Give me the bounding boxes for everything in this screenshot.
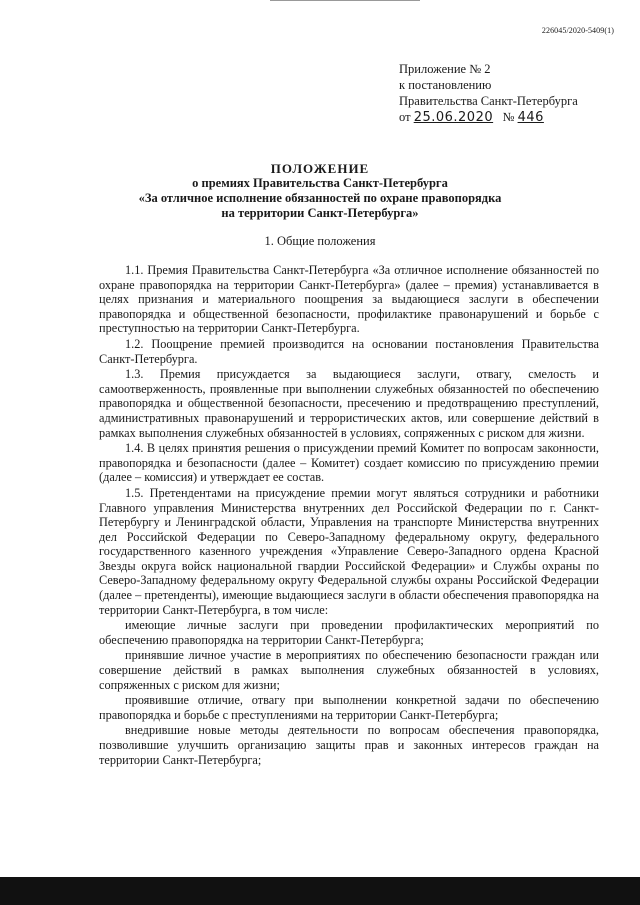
title-line-3: «За отличное исполнение обязанностей по охране правопорядка [138, 191, 502, 205]
date-prefix: от [399, 110, 411, 124]
title-line-2: о премиях Правительства Санкт-Петербурга [192, 176, 448, 190]
document-code: 226045/2020-5409(1) [541, 26, 614, 35]
decree-date: 25.06.2020 [413, 110, 494, 125]
title-main: ПОЛОЖЕНИЕ [270, 161, 370, 176]
appendix-line-3: Правительства Санкт-Петербурга [399, 94, 578, 108]
appendix-date-line [399, 109, 578, 126]
document-title [0, 161, 640, 221]
paragraph: 1.2. Поощрение премией производится на основании постановления Правительства Санкт-Петербурга. [99, 336, 599, 366]
paragraph: внедрившие новые методы деятельности по вопросам обеспечения правопорядка, позволившие улучшить организацию защиты прав и законных интересов граждан на территории Санкт-Петербурга; [99, 723, 599, 767]
appendix-line-1: Приложение № 2 [399, 62, 491, 76]
decree-number: 446 [517, 110, 544, 125]
paragraph: принявшие личное участие в мероприятиях по обеспечению безопасности граждан или совершение действий в рамках выполнения служебных обязанностей в условиях, сопряженных с риском для жизни; [99, 648, 599, 692]
paragraph: проявившие отличие, отвагу при выполнении конкретной задачи по обеспечению правопорядка и борьбе с преступлениями на территории Санкт-Петербурга; [99, 693, 599, 722]
paragraph: 1.1. Премия Правительства Санкт-Петербурга «За отличное исполнение обязанностей по охране правопорядка на территории Санкт-Петербурга» (далее – премия) устанавливается в целях признания и материального поощрения за выдающиеся заслуги в обеспечении правопорядка и общественной безопасности, профилактике правонарушений и борьбе с преступностью на территории Санкт-Петербурга. [99, 263, 599, 336]
section-heading: 1. Общие положения [264, 234, 376, 248]
paragraph: 1.4. В целях принятия решения о присуждении премий Комитет по вопросам законности, правопорядка и безопасности (далее – Комитет) создает комиссию по присуждению премии (далее – комиссия) и утверждает ее состав. [99, 441, 599, 485]
scan-top-rule [270, 0, 420, 1]
body-text [99, 263, 599, 768]
scan-bottom-border [0, 877, 640, 905]
number-prefix: № [502, 110, 515, 124]
paragraph: имеющие личные заслуги при проведении профилактических мероприятий по обеспечению правопорядка на территории Санкт-Петербурга; [99, 618, 599, 647]
title-line-4: на территории Санкт-Петербурга» [221, 206, 419, 220]
appendix-block [399, 61, 578, 126]
appendix-line-2: к постановлению [399, 78, 492, 92]
paragraph: 1.5. Претендентами на присуждение премии могут являться сотрудники и работники Главного управления Министерства внутренних дел Российской Федерации по г. Санкт-Петербургу и Ленинградской области, Управления на транспорте Министерства внутренних дел Российской Федерации по Северо-Западному федеральному округу, федерального государственного казенного учреждения «Управление Северо-Западного ордена Красной Звезды округа войск национальной гвардии Российской Федерации» и Службы охраны по Северо-Западному федеральному округу Федеральной службы охраны Российской Федерации (далее – претенденты), имеющие выдающиеся заслуги в области обеспечения правопорядка на территории Санкт-Петербурга, в том числе: [99, 485, 599, 617]
paragraph: 1.3. Премия присуждается за выдающиеся заслуги, отвагу, смелость и самоотверженность, проявленные при выполнении служебных обязанностей по обеспечению правопорядка и общественной безопасности, пресечению и предотвращению преступлений, административных правонарушений и террористических актов, или совершение действий в рамках выполнения служебных обязанностей в условиях, сопряженных с риском для жизни. [99, 367, 599, 440]
